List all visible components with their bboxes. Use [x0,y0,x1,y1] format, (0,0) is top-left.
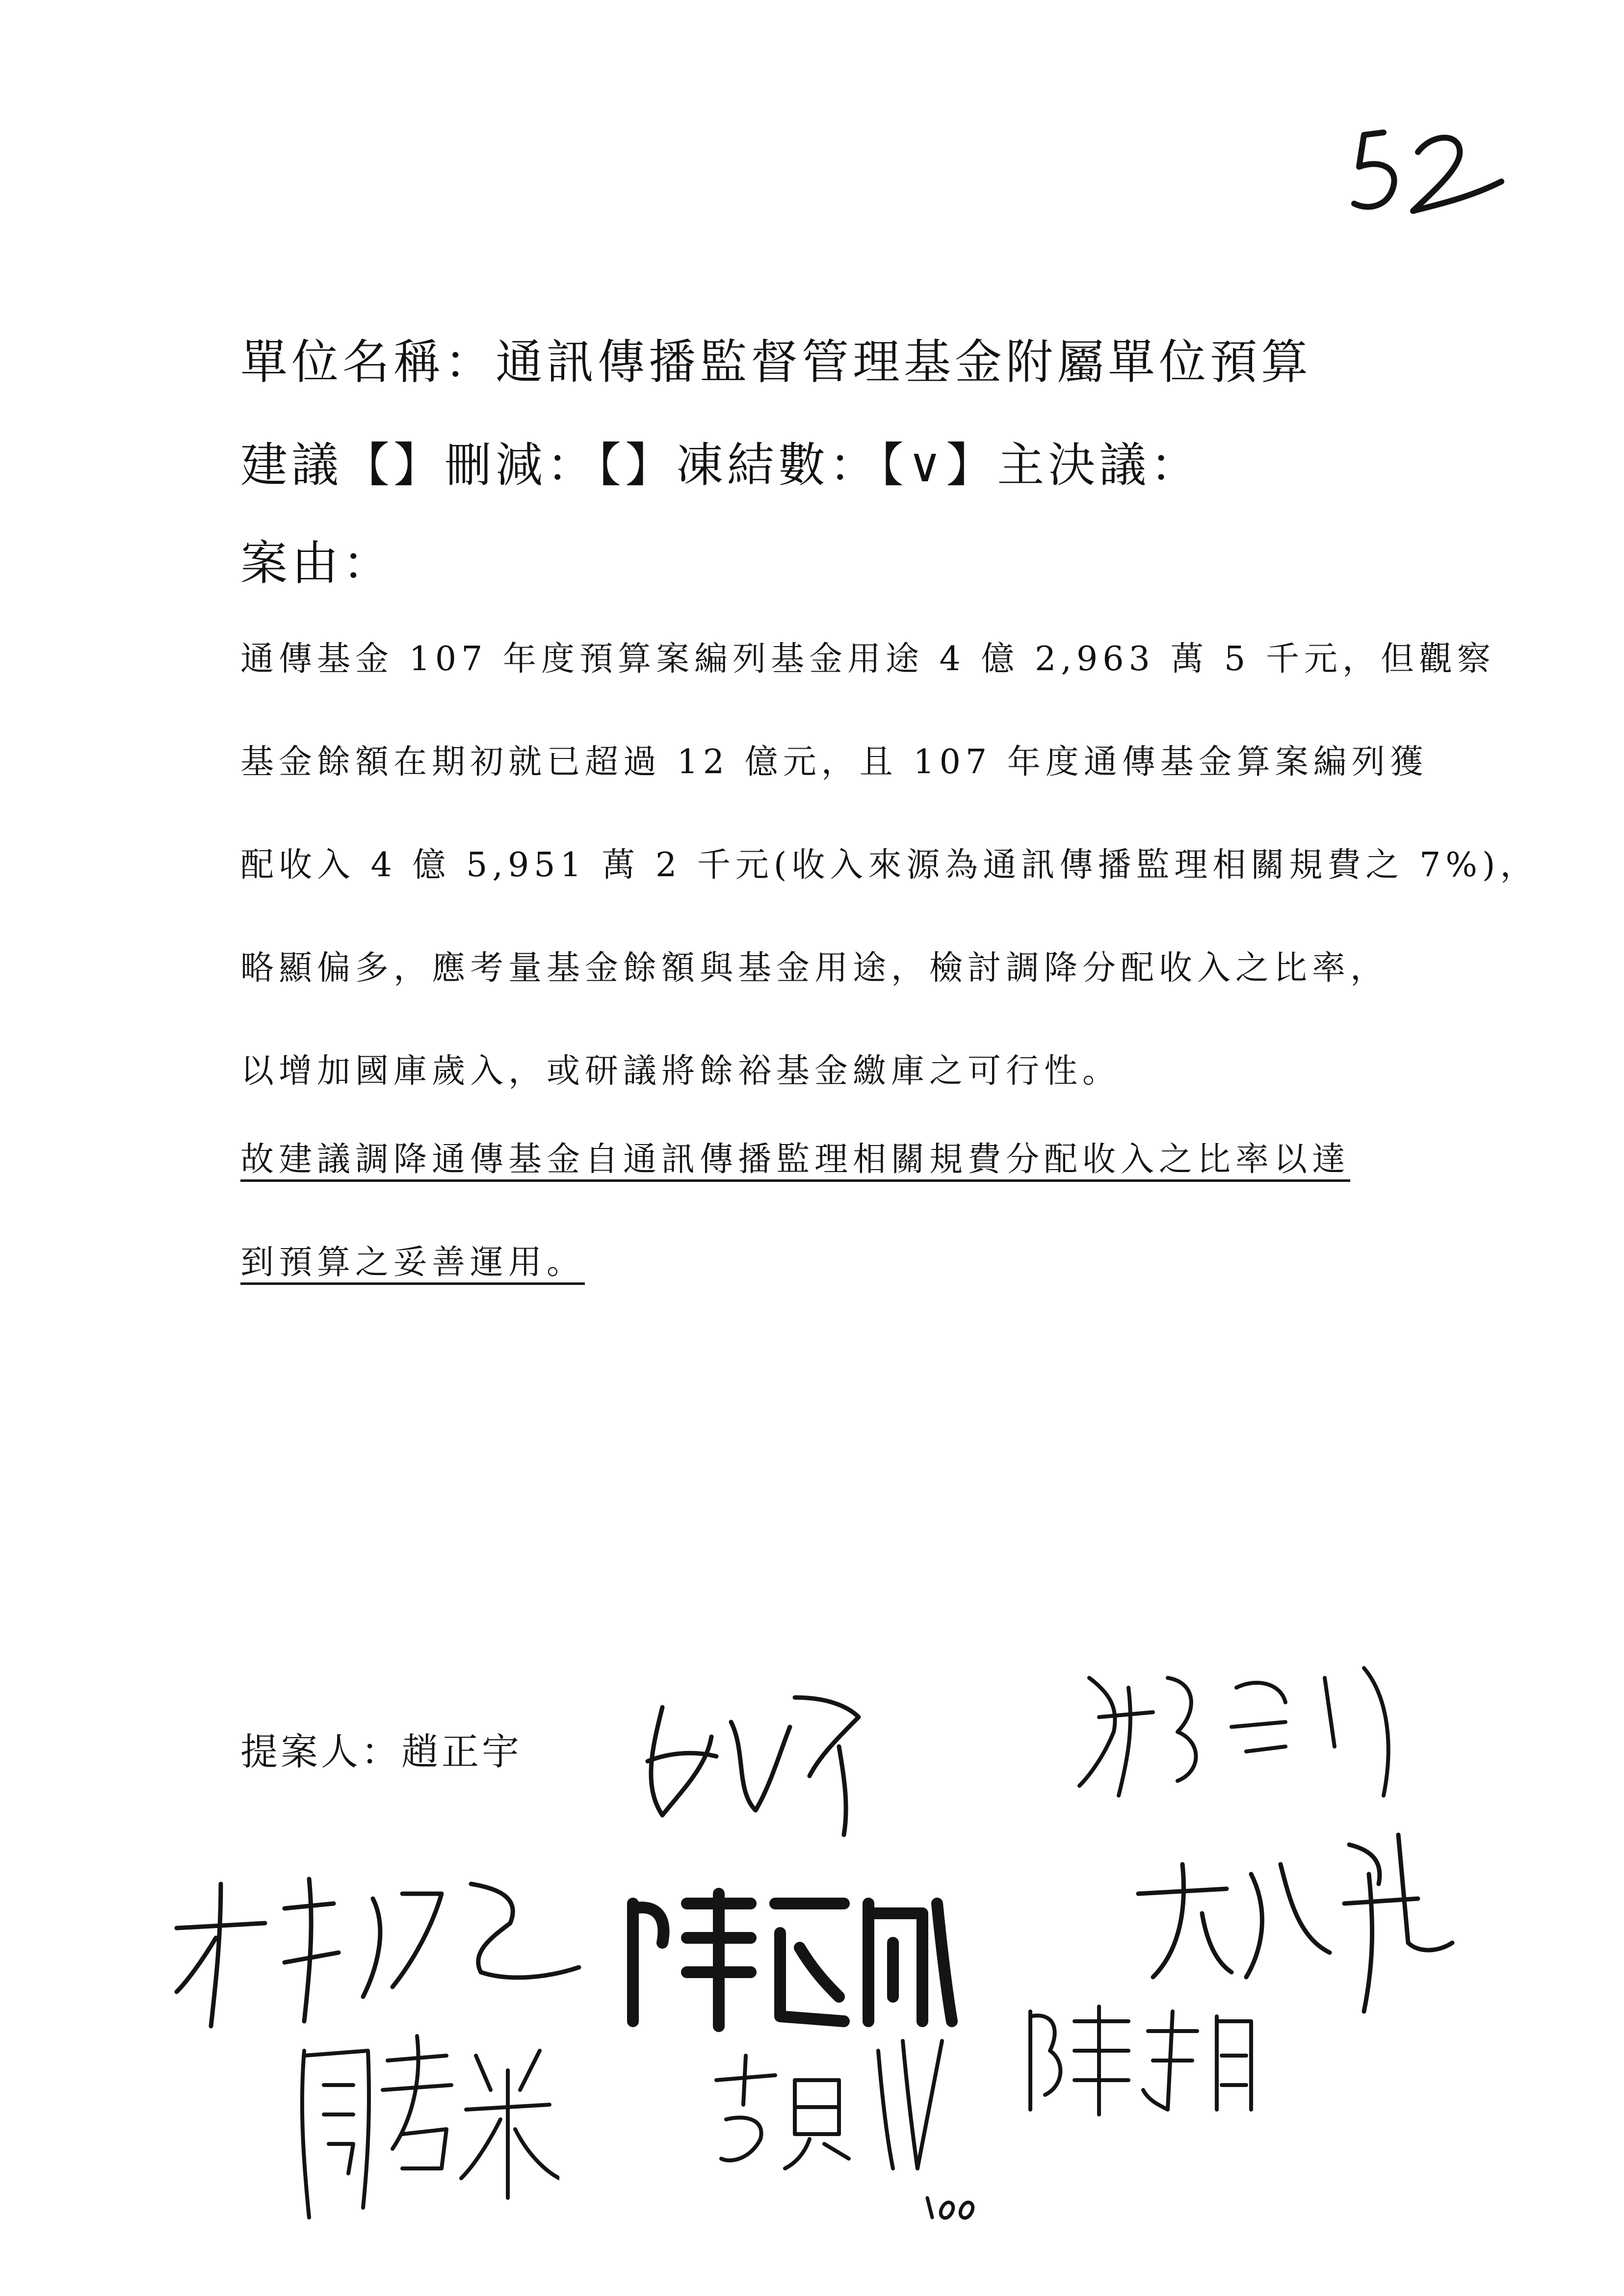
signature-li-kunze [697,2021,1011,2227]
body-line: 略顯偏多，應考量基金餘額與基金用途，檢討調降分配收入之比率， [240,949,1389,988]
body-line: 配收入 4 億 5,951 萬 2 千元(收入來源為通訊傳播監理相關規費之 7%)， [240,846,1539,885]
signature-lin-junxian [167,1854,589,2041]
body-line: 基金餘額在期初就已超過 12 億元，且 107 年度通傳基金算案編列獲 [240,743,1428,782]
signature-zhao-zhengyu [633,1678,908,1845]
signature-zhou-chunmi [285,2021,559,2227]
page-number-handwritten [1344,113,1511,240]
body-line: 以增加國庫歲入，或研議將餘裕基金繳庫之可行性。 [240,1052,1121,1091]
proposer-label: 提案人：趙正宇 [240,1730,522,1774]
conclusion-line: 到預算之妥善運用。 [240,1243,585,1282]
signature-zheng-baoqing [1070,1648,1423,1805]
signature-chen-ouboo [618,1874,971,2036]
case-reason-label: 案由： [240,536,393,591]
unit-name-line: 單位名稱：通訊傳播監督管理基金附屬單位預算 [240,335,1312,390]
conclusion-line: 故建議調降通傳基金自通訊傳播監理相關規費分配收入之比率以達 [240,1140,1351,1179]
proposal-type-line: 建議【】刪減：【】凍結數：【∨】主決議： [240,438,1202,493]
signature-chen-tingfei [1021,1992,1266,2119]
body-line: 通傳基金 107 年度預算案編列基金用途 4 億 2,963 萬 5 千元，但觀察 [240,640,1495,678]
